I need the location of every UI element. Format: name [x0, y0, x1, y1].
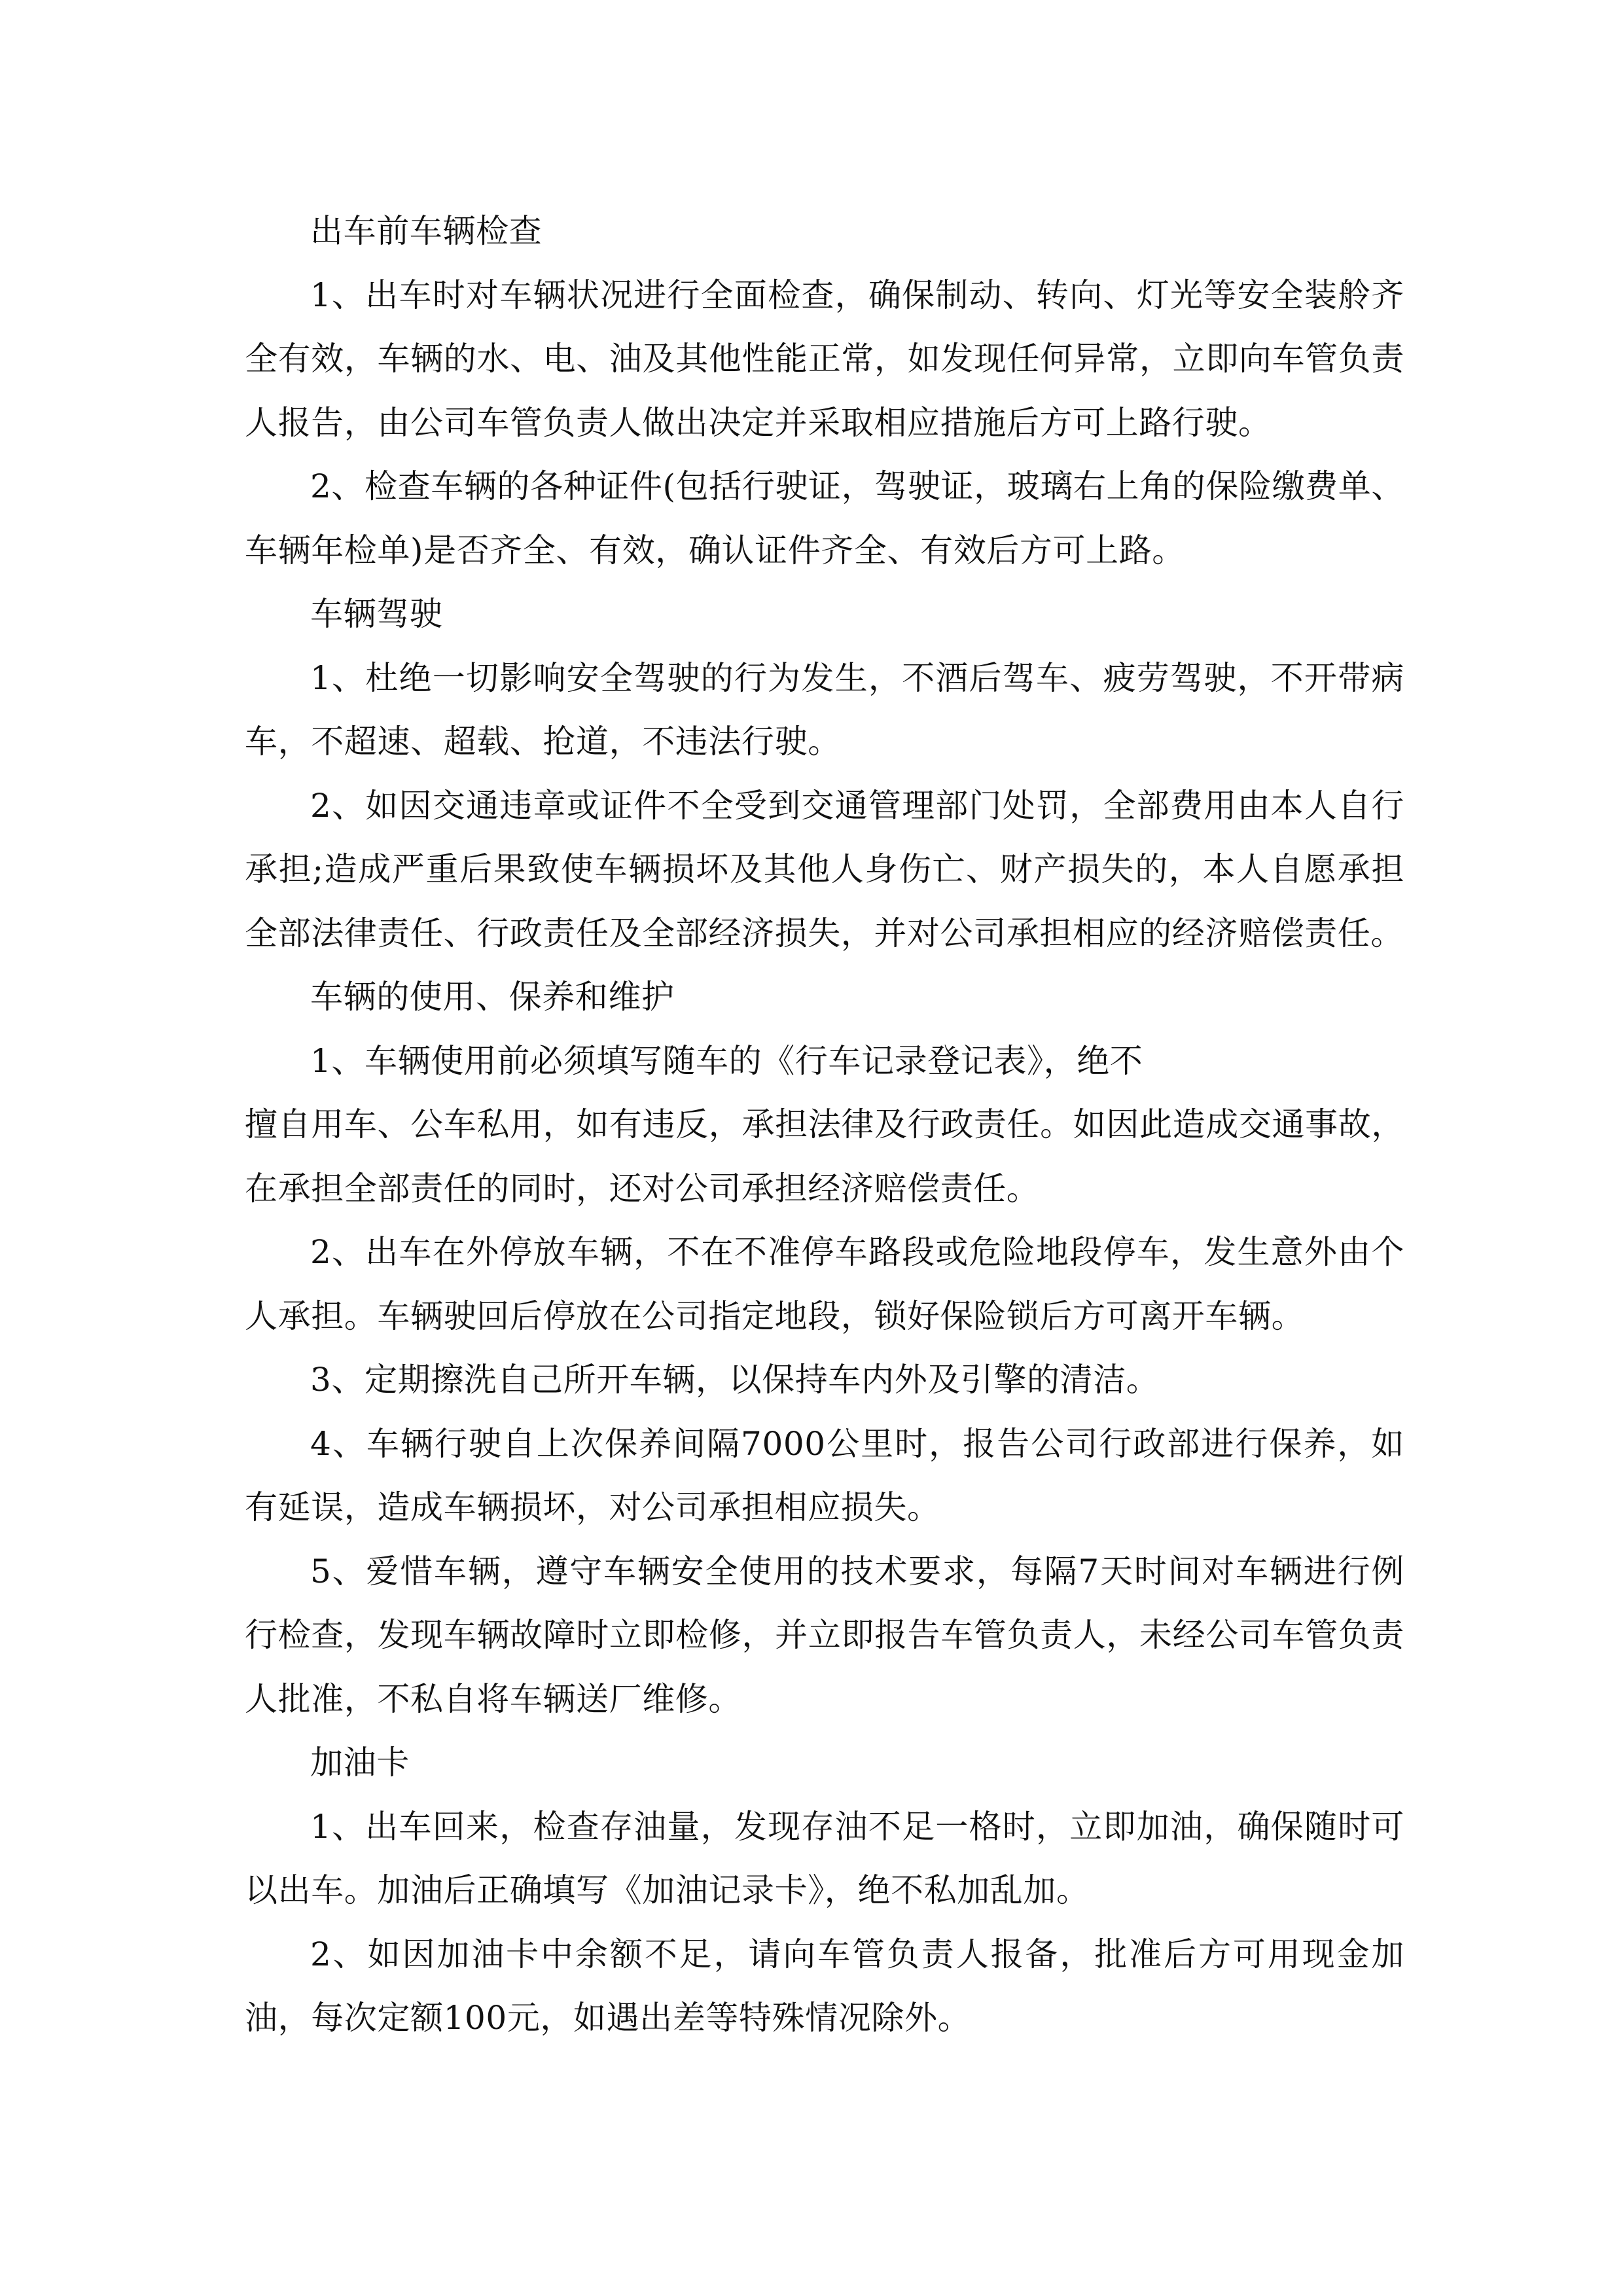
paragraph: 擅自用车、公车私用，如有违反，承担法律及行政责任。如因此造成交通事故，在承担全部责任的同时，还对公司承担经济赔偿责任。 [245, 1105, 1404, 1208]
paragraph: 1、车辆使用前必须填写随车的《行车记录登记表》，绝不 [310, 1041, 1143, 1080]
paragraph: 3、定期擦洗自己所开车辆，以保持车内外及引擎的清洁。 [310, 1361, 1160, 1399]
paragraph: 2、如因交通违章或证件不全受到交通管理部门处罚，全部费用由本人自行承担;造成严重后果致使车辆损坏及其他人身伤亡、财产损失的，本人自愿承担全部法律责任、行政责任及全部经济损失，并对公司承担相应的经济赔偿责任。 [245, 786, 1404, 952]
paragraph: 2、检查车辆的各种证件(包括行驶证，驾驶证，玻璃右上角的保险缴费单、车辆年检单)是否齐全、有效，确认证件齐全、有效后方可上路。 [245, 467, 1404, 569]
section-heading: 车辆的使用、保养和维护 [310, 978, 675, 1016]
paragraph: 2、出车在外停放车辆，不在不准停车路段或危险地段停车，发生意外由个人承担。车辆驶回后停放在公司指定地段，锁好保险锁后方可离开车辆。 [245, 1233, 1404, 1335]
paragraph: 2、如因加油卡中余额不足，请向车管负责人报备，批准后方可用现金加油，每次定额100元，如遇出差等特殊情况除外。 [245, 1935, 1404, 2037]
paragraph: 1、出车时对车辆状况进行全面检查，确保制动、转向、灯光等安全装舲齐全有效，车辆的水、电、油及其他性能正常，如发现任何异常，立即向车管负责人报告，由公司车管负责人做出决定并采取相应措施后方可上路行驶。 [245, 276, 1404, 442]
document-body [245, 200, 1404, 2051]
paragraph: 4、车辆行驶自上次保养间隔7000公里时，报告公司行政部进行保养，如有延误，造成车辆损坏，对公司承担相应损失。 [245, 1424, 1404, 1526]
paragraph: 1、出车回来，检查存油量，发现存油不足一格时，立即加油，确保随时可以出车。加油后正确填写《加油记录卡》，绝不私加乱加。 [245, 1807, 1404, 1909]
paragraph: 1、杜绝一切影响安全驾驶的行为发生，不酒后驾车、疲劳驾驶，不开带病车，不超速、超载、抢道，不违法行驶。 [245, 658, 1404, 761]
section-heading: 加油卡 [310, 1744, 410, 1782]
section-heading: 车辆驾驶 [310, 595, 443, 633]
section-heading: 出车前车辆检查 [310, 212, 543, 250]
paragraph: 5、爱惜车辆，遵守车辆安全使用的技术要求，每隔7天时间对车辆进行例行检查，发现车辆故障时立即检修，并立即报告车管负责人，未经公司车管负责人批准，不私自将车辆送厂维修。 [245, 1552, 1404, 1718]
